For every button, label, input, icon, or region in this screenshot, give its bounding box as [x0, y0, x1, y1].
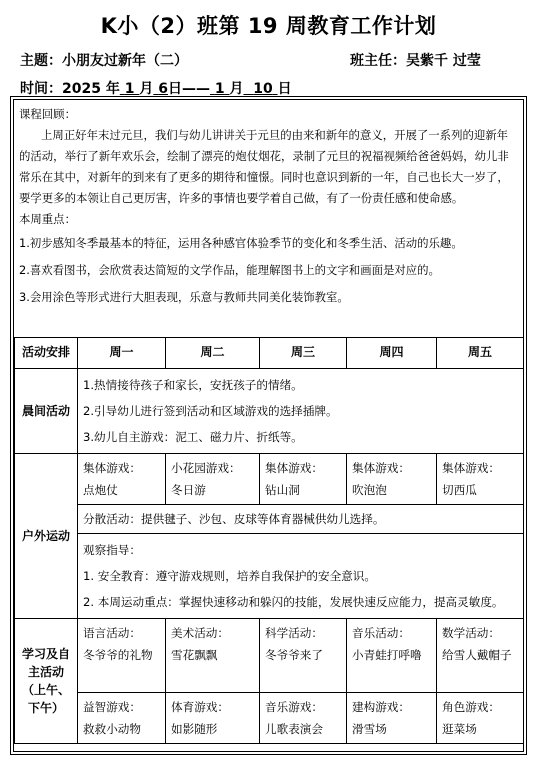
cell-type: 音乐游戏：	[265, 700, 323, 714]
outdoor-guide-cell	[78, 534, 524, 619]
list-item: 2. 本周运动重点：掌握快速移动和躲闪的技能，发展快速反应能力，提高灵敏度。	[83, 595, 504, 609]
cell-type: 集体游戏：	[265, 461, 323, 475]
outdoor-game-cell	[260, 454, 347, 505]
cell-type: 益智游戏：	[83, 700, 141, 714]
teacher-info	[350, 50, 481, 70]
study-cell	[347, 693, 437, 744]
cell-name: 小青蛙打呼噜	[352, 648, 422, 662]
time-end-month: 1	[214, 81, 225, 97]
review-text: 上周正好年末过元旦，我们与幼儿讲讲关于元旦的由来和新年的意义，开展了一系列的迎新年的活动，举行了新年欢乐会，绘制了漂亮的炮仗烟花，录制了元旦的祝福视频给爸爸妈妈，幼儿非常乐在其中，对新年的到来有了更多的期待和憧憬。同时也意识到新的一年，自己也长大一岁了，要学更多的本领让自己更厉害，许多的事情也要学着自己做，有了一份责任感和使命感。	[19, 128, 509, 205]
header-cell: 周二	[166, 338, 260, 369]
study-cell	[166, 693, 260, 744]
focus-item: 2.喜欢看图书，会欣赏表达简短的文学作品，能理解图书上的文字和画面是对应的。	[19, 263, 440, 277]
row-label-study: 学习及自主活动（上午、下午）	[15, 619, 78, 744]
table-row	[15, 693, 524, 744]
study-cell	[78, 693, 166, 744]
time-separator: 日——	[167, 81, 210, 97]
list-item: 2.引导幼儿进行签到活动和区域游戏的选择插牌。	[83, 404, 338, 418]
schedule-table	[14, 337, 524, 744]
table-header-row	[15, 338, 524, 369]
cell-name: 如影随形	[171, 722, 218, 736]
header-cell: 周四	[347, 338, 437, 369]
cell-type: 建构游戏：	[352, 700, 410, 714]
plan-frame	[13, 99, 524, 752]
theme-label: 主题：	[20, 53, 62, 69]
cell-name: 冬爷爷的礼物	[83, 648, 153, 662]
focus-item: 1.初步感知冬季最基本的特征，运用各种感官体验季节的变化和冬季生活、活动的乐趣。	[19, 236, 463, 250]
cell-type: 集体游戏：	[442, 461, 500, 475]
table-row	[15, 619, 524, 693]
cell-type: 体育游戏：	[171, 700, 229, 714]
focus-heading: 本周重点：	[19, 212, 76, 226]
outdoor-game-cell	[166, 454, 260, 505]
outdoor-scatter-cell: 分散活动：提供毽子、沙包、皮球等体育器械供幼儿选择。	[78, 505, 524, 534]
study-cell	[437, 693, 524, 744]
study-cell	[260, 693, 347, 744]
intro-section	[19, 104, 518, 311]
cell-name: 给雪人戴帽子	[442, 648, 512, 662]
list-item: 3.幼儿自主游戏：泥工、磁力片、折纸等。	[83, 430, 303, 444]
guide-heading: 观察指导：	[83, 543, 141, 557]
time-day-unit: 日	[277, 81, 292, 97]
time-end-day: 10	[253, 81, 273, 97]
header-cell: 活动安排	[15, 338, 78, 369]
time-month-unit-2: 月	[229, 81, 244, 97]
cell-name: 钻山洞	[265, 483, 300, 497]
study-cell	[78, 619, 166, 693]
cell-name: 雪花飘飘	[171, 648, 218, 662]
cell-type: 集体游戏：	[83, 461, 141, 475]
table-row	[15, 454, 524, 505]
row-label-outdoor: 户外运动	[15, 454, 78, 619]
time-month-unit-1: 月	[139, 81, 154, 97]
cell-type: 音乐活动：	[352, 626, 410, 640]
cell-type: 集体游戏：	[352, 461, 410, 475]
cell-name: 吹泡泡	[352, 483, 387, 497]
study-cell	[347, 619, 437, 693]
outdoor-game-cell	[437, 454, 524, 505]
teacher-names: 吴紫千 过莹	[406, 53, 481, 69]
theme-value: 小朋友过新年（二）	[62, 53, 188, 69]
cell-name: 儿歌表演会	[265, 722, 323, 736]
outdoor-game-cell	[78, 454, 166, 505]
study-cell	[260, 619, 347, 693]
cell-name: 点炮仗	[83, 483, 118, 497]
time-label: 时间：	[20, 81, 62, 97]
outdoor-game-cell	[347, 454, 437, 505]
page-title: K小（2）班第 19 周教育工作计划	[100, 14, 437, 38]
cell-name: 滑雪场	[352, 722, 387, 736]
review-heading: 课程回顾：	[19, 107, 76, 121]
theme-line	[20, 50, 521, 70]
time-start-day: 6	[158, 81, 168, 97]
teacher-label: 班主任：	[350, 53, 406, 69]
table-row	[15, 505, 524, 534]
table-row	[15, 534, 524, 619]
row-label-morning: 晨间活动	[15, 369, 78, 454]
study-cell	[166, 619, 260, 693]
cell-type: 美术活动：	[171, 626, 229, 640]
focus-item: 3.会用涂色等形式进行大胆表现，乐意与教师共同美化装饰教室。	[19, 290, 349, 304]
cell-type: 语言活动：	[83, 626, 141, 640]
list-item: 1.热情接待孩子和家长，安抚孩子的情绪。	[83, 378, 303, 392]
table-row	[15, 369, 524, 454]
cell-type: 数学活动：	[442, 626, 500, 640]
header-cell: 周一	[78, 338, 166, 369]
cell-name: 冬爷爷来了	[265, 648, 323, 662]
cell-name: 救救小动物	[83, 722, 141, 736]
list-item: 1. 安全教育：遵守游戏规则，培养自我保护的安全意识。	[83, 569, 376, 583]
morning-cell	[78, 369, 524, 454]
time-year: 2025 年	[62, 81, 120, 97]
time-start-month: 1	[124, 81, 135, 97]
header-cell: 周五	[437, 338, 524, 369]
study-cell	[437, 619, 524, 693]
header-cell: 周三	[260, 338, 347, 369]
cell-name: 冬日游	[171, 483, 206, 497]
cell-type: 角色游戏：	[442, 700, 500, 714]
cell-type: 科学活动：	[265, 626, 323, 640]
cell-type: 小花园游戏：	[171, 461, 241, 475]
time-line	[20, 78, 521, 98]
cell-name: 逛菜场	[442, 722, 477, 736]
cell-name: 切西瓜	[442, 483, 477, 497]
